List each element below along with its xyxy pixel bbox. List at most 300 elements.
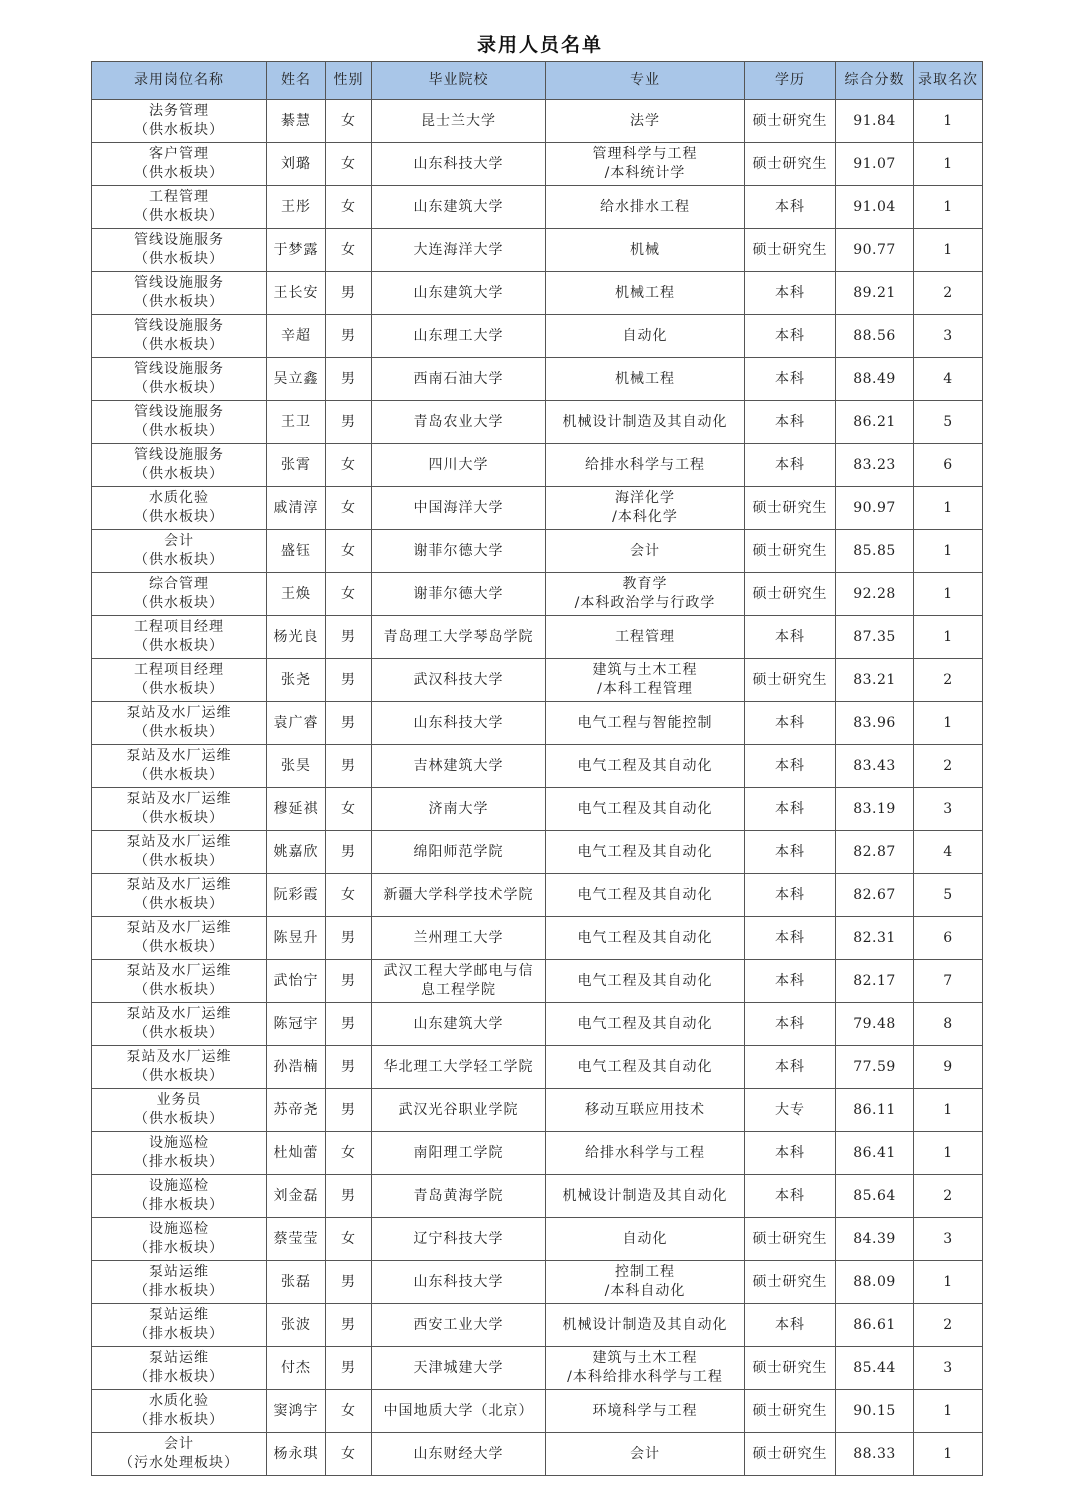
cell-post xyxy=(92,1218,267,1261)
cell-degree xyxy=(745,315,836,358)
cell-rank-rank: 4 xyxy=(943,843,953,860)
cell-name xyxy=(267,788,326,831)
cell-gender xyxy=(326,831,372,874)
cell-school-school: 绵阳师范学院 xyxy=(413,843,504,860)
cell-score-score: 88.56 xyxy=(853,327,896,344)
cell-rank xyxy=(914,1218,983,1261)
cell-post-post: 工程项目经理 xyxy=(134,662,224,678)
cell-degree-degree: 硕士研究生 xyxy=(752,542,828,559)
table-row xyxy=(92,358,983,401)
cell-degree xyxy=(745,530,836,573)
cell-degree-degree: 大专 xyxy=(775,1101,805,1118)
cell-school-school: 青岛黄海学院 xyxy=(413,1187,504,1204)
cell-name xyxy=(267,1089,326,1132)
table-row xyxy=(92,573,983,616)
cell-rank xyxy=(914,530,983,573)
cell-major xyxy=(546,401,745,444)
cell-post-unit: （污水处理板块） xyxy=(119,1455,239,1471)
cell-major-major: 机械设计制造及其自动化 xyxy=(562,1316,728,1333)
cell-gender xyxy=(326,487,372,530)
cell-degree-degree: 硕士研究生 xyxy=(752,1230,828,1247)
cell-school-school: 谢菲尔德大学 xyxy=(413,542,504,559)
cell-degree-degree: 本科 xyxy=(775,1015,805,1032)
cell-rank xyxy=(914,143,983,186)
cell-score xyxy=(836,831,914,874)
cell-gender-gender: 男 xyxy=(341,1316,356,1333)
cell-post xyxy=(92,186,267,229)
cell-post-post: 工程管理 xyxy=(149,189,209,205)
cell-gender xyxy=(326,1132,372,1175)
cell-rank-rank: 1 xyxy=(943,585,953,602)
cell-major xyxy=(546,530,745,573)
cell-score xyxy=(836,1046,914,1089)
cell-post xyxy=(92,1261,267,1304)
cell-name xyxy=(267,745,326,788)
cell-school-school: 天津城建大学 xyxy=(413,1359,504,1376)
cell-post-post: 会计 xyxy=(164,1436,194,1452)
cell-name-name: 綦慧 xyxy=(281,112,311,129)
cell-gender-gender: 男 xyxy=(341,1015,356,1032)
cell-name xyxy=(267,1390,326,1433)
cell-post xyxy=(92,530,267,573)
cell-school-school: 华北理工大学轻工学院 xyxy=(383,1058,534,1075)
cell-post-post: 泵站及水厂运维 xyxy=(126,877,232,893)
cell-post-post: 泵站及水厂运维 xyxy=(126,834,232,850)
cell-school xyxy=(372,1089,546,1132)
cell-rank xyxy=(914,487,983,530)
cell-rank-rank: 3 xyxy=(943,800,953,817)
cell-post-post: 业务员 xyxy=(156,1092,202,1108)
cell-post-unit: （排水板块） xyxy=(134,1283,224,1299)
cell-post-unit: （供水板块） xyxy=(134,380,224,396)
cell-degree xyxy=(745,186,836,229)
cell-score xyxy=(836,917,914,960)
cell-major-major: 管理科学与工程 xyxy=(592,146,698,162)
cell-rank-rank: 6 xyxy=(943,929,953,946)
cell-gender xyxy=(326,1003,372,1046)
cell-name-name: 付杰 xyxy=(281,1359,311,1376)
cell-rank-rank: 2 xyxy=(943,1187,953,1204)
cell-rank xyxy=(914,100,983,143)
cell-degree xyxy=(745,1433,836,1476)
cell-major xyxy=(546,1046,745,1089)
cell-score xyxy=(836,616,914,659)
cell-name xyxy=(267,186,326,229)
cell-post xyxy=(92,702,267,745)
cell-score xyxy=(836,702,914,745)
cell-rank-rank: 7 xyxy=(943,972,953,989)
table-row xyxy=(92,444,983,487)
cell-major xyxy=(546,1132,745,1175)
table-row xyxy=(92,1089,983,1132)
cell-degree-degree: 硕士研究生 xyxy=(752,585,828,602)
cell-post-unit: （供水板块） xyxy=(134,638,224,654)
cell-post-unit: （供水板块） xyxy=(134,208,224,224)
cell-major xyxy=(546,1175,745,1218)
cell-school-school: 山东理工大学 xyxy=(413,327,504,344)
page-title: 录用人员名单 xyxy=(476,34,603,56)
cell-gender xyxy=(326,1347,372,1390)
cell-degree-degree: 本科 xyxy=(775,1187,805,1204)
cell-gender xyxy=(326,1046,372,1089)
cell-gender-gender: 女 xyxy=(341,800,356,817)
cell-post xyxy=(92,358,267,401)
cell-post-unit: （供水板块） xyxy=(134,982,224,998)
cell-school xyxy=(372,530,546,573)
cell-major-major: 电气工程及其自动化 xyxy=(577,843,713,860)
cell-score-score: 85.44 xyxy=(853,1359,896,1376)
cell-degree-degree: 硕士研究生 xyxy=(752,241,828,258)
cell-post xyxy=(92,1390,267,1433)
column-header-degree: 学历 xyxy=(745,62,836,100)
cell-major xyxy=(546,272,745,315)
cell-name-name: 张昊 xyxy=(281,757,311,774)
cell-name xyxy=(267,100,326,143)
cell-school-school: 西南石油大学 xyxy=(413,370,504,387)
cell-gender xyxy=(326,745,372,788)
cell-major xyxy=(546,831,745,874)
cell-name xyxy=(267,272,326,315)
cell-major-major: 环境科学与工程 xyxy=(592,1402,698,1419)
table-row xyxy=(92,1218,983,1261)
cell-post-post: 泵站及水厂运维 xyxy=(126,705,232,721)
cell-school-school: 青岛农业大学 xyxy=(413,413,504,430)
cell-name xyxy=(267,1218,326,1261)
cell-post-unit: （供水板块） xyxy=(134,767,224,783)
cell-degree xyxy=(745,272,836,315)
column-header-major: 专业 xyxy=(546,62,745,100)
cell-post-unit: （供水板块） xyxy=(134,810,224,826)
cell-rank xyxy=(914,1046,983,1089)
cell-rank xyxy=(914,745,983,788)
cell-school xyxy=(372,272,546,315)
cell-major-major2: /本科工程管理 xyxy=(597,681,693,697)
cell-gender xyxy=(326,917,372,960)
cell-degree-degree: 本科 xyxy=(775,413,805,430)
cell-major xyxy=(546,143,745,186)
cell-name xyxy=(267,960,326,1003)
cell-score-score: 90.15 xyxy=(853,1402,896,1419)
table-row xyxy=(92,315,983,358)
cell-score xyxy=(836,874,914,917)
cell-name-name: 窦鸿宇 xyxy=(273,1402,319,1419)
cell-score xyxy=(836,444,914,487)
cell-rank xyxy=(914,1132,983,1175)
cell-name xyxy=(267,1433,326,1476)
cell-score xyxy=(836,960,914,1003)
cell-major-major2: /本科化学 xyxy=(612,509,678,525)
cell-post-post: 管线设施服务 xyxy=(134,361,224,377)
cell-major-major: 机械工程 xyxy=(615,370,675,387)
cell-school xyxy=(372,1390,546,1433)
cell-name-name: 辛超 xyxy=(281,327,311,344)
cell-gender-gender: 男 xyxy=(341,327,356,344)
cell-post-post: 泵站及水厂运维 xyxy=(126,963,232,979)
cell-name xyxy=(267,444,326,487)
cell-major-major: 电气工程及其自动化 xyxy=(577,886,713,903)
cell-post-unit: （供水板块） xyxy=(134,595,224,611)
cell-gender xyxy=(326,616,372,659)
table-row xyxy=(92,1433,983,1476)
cell-score xyxy=(836,1218,914,1261)
cell-score xyxy=(836,1433,914,1476)
cell-score xyxy=(836,143,914,186)
cell-major xyxy=(546,229,745,272)
cell-school-school: 山东财经大学 xyxy=(413,1445,504,1462)
cell-gender xyxy=(326,401,372,444)
table-row xyxy=(92,401,983,444)
cell-score xyxy=(836,272,914,315)
cell-gender xyxy=(326,1175,372,1218)
cell-rank xyxy=(914,960,983,1003)
cell-gender xyxy=(326,530,372,573)
cell-gender xyxy=(326,143,372,186)
cell-score-score: 88.49 xyxy=(853,370,896,387)
cell-gender xyxy=(326,444,372,487)
cell-post-post: 水质化验 xyxy=(149,490,209,506)
cell-rank xyxy=(914,444,983,487)
cell-degree xyxy=(745,1304,836,1347)
cell-school xyxy=(372,917,546,960)
cell-gender-gender: 女 xyxy=(341,155,356,172)
cell-major-major: 自动化 xyxy=(622,1230,668,1247)
cell-score-score: 83.43 xyxy=(853,757,896,774)
cell-rank xyxy=(914,874,983,917)
cell-degree-degree: 本科 xyxy=(775,327,805,344)
cell-post-unit: （供水板块） xyxy=(134,337,224,353)
cell-gender-gender: 男 xyxy=(341,628,356,645)
cell-rank-rank: 2 xyxy=(943,671,953,688)
cell-school-school: 昆士兰大学 xyxy=(421,112,496,129)
cell-degree-degree: 本科 xyxy=(775,1144,805,1161)
cell-post xyxy=(92,745,267,788)
cell-major xyxy=(546,1261,745,1304)
cell-major-major: 海洋化学 xyxy=(615,490,675,506)
cell-name-name: 蔡莹莹 xyxy=(273,1230,319,1247)
cell-degree xyxy=(745,100,836,143)
cell-gender-gender: 男 xyxy=(341,929,356,946)
table-row xyxy=(92,960,983,1003)
cell-degree xyxy=(745,659,836,702)
cell-rank xyxy=(914,1089,983,1132)
cell-rank xyxy=(914,315,983,358)
cell-school xyxy=(372,702,546,745)
cell-school-school2: 息工程学院 xyxy=(421,982,496,998)
cell-degree-degree: 本科 xyxy=(775,198,805,215)
table-row xyxy=(92,1390,983,1433)
cell-gender-gender: 男 xyxy=(341,370,356,387)
table-row xyxy=(92,1304,983,1347)
cell-school xyxy=(372,444,546,487)
cell-gender xyxy=(326,659,372,702)
cell-score xyxy=(836,186,914,229)
table-row xyxy=(92,874,983,917)
cell-school-school: 新疆大学科学技术学院 xyxy=(383,886,534,903)
cell-gender-gender: 男 xyxy=(341,671,356,688)
cell-name-name: 陈昱升 xyxy=(273,929,319,946)
cell-degree-degree: 本科 xyxy=(775,456,805,473)
cell-major-major: 机械设计制造及其自动化 xyxy=(562,413,728,430)
cell-name-name: 姚嘉欣 xyxy=(273,843,319,860)
cell-school-school: 武汉工程大学邮电与信 xyxy=(383,963,534,979)
cell-rank xyxy=(914,1261,983,1304)
cell-rank-rank: 1 xyxy=(943,112,953,129)
cell-post-unit: （排水板块） xyxy=(134,1154,224,1170)
cell-gender xyxy=(326,272,372,315)
cell-rank xyxy=(914,401,983,444)
cell-score-score: 88.33 xyxy=(853,1445,896,1462)
cell-gender-gender: 女 xyxy=(341,241,356,258)
cell-post xyxy=(92,917,267,960)
cell-name-name: 盛钰 xyxy=(281,542,311,559)
cell-degree-degree: 硕士研究生 xyxy=(752,112,828,129)
cell-major xyxy=(546,315,745,358)
cell-post-post: 泵站运维 xyxy=(149,1350,209,1366)
cell-rank-rank: 1 xyxy=(943,1144,953,1161)
cell-major xyxy=(546,960,745,1003)
table-row xyxy=(92,272,983,315)
cell-name-name: 武怡宁 xyxy=(273,972,319,989)
cell-rank xyxy=(914,917,983,960)
table-row xyxy=(92,702,983,745)
cell-name xyxy=(267,315,326,358)
cell-degree xyxy=(745,573,836,616)
cell-name xyxy=(267,487,326,530)
cell-degree-degree: 本科 xyxy=(775,284,805,301)
column-header-gender: 性别 xyxy=(326,62,372,100)
cell-post xyxy=(92,229,267,272)
cell-major xyxy=(546,1390,745,1433)
cell-name-name: 杨永琪 xyxy=(273,1445,319,1462)
cell-gender-gender: 女 xyxy=(341,585,356,602)
cell-name-name: 王彤 xyxy=(281,198,311,215)
cell-degree-degree: 本科 xyxy=(775,757,805,774)
cell-gender-gender: 女 xyxy=(341,198,356,215)
cell-post-post: 泵站及水厂运维 xyxy=(126,920,232,936)
cell-school xyxy=(372,1132,546,1175)
cell-major-major: 电气工程及其自动化 xyxy=(577,757,713,774)
cell-degree-degree: 本科 xyxy=(775,714,805,731)
cell-score-score: 89.21 xyxy=(853,284,896,301)
cell-school-school: 四川大学 xyxy=(428,456,489,473)
cell-school-school: 辽宁科技大学 xyxy=(413,1230,504,1247)
cell-post xyxy=(92,401,267,444)
cell-major xyxy=(546,1347,745,1390)
cell-post-unit: （供水板块） xyxy=(134,552,224,568)
cell-degree xyxy=(745,143,836,186)
cell-post xyxy=(92,444,267,487)
cell-rank xyxy=(914,1433,983,1476)
cell-major xyxy=(546,1304,745,1347)
cell-school xyxy=(372,831,546,874)
cell-major-major: 移动互联应用技术 xyxy=(585,1101,705,1118)
cell-gender-gender: 女 xyxy=(341,1445,356,1462)
cell-post-unit: （供水板块） xyxy=(134,165,224,181)
cell-rank-rank: 1 xyxy=(943,155,953,172)
cell-post xyxy=(92,1089,267,1132)
cell-name xyxy=(267,1347,326,1390)
cell-degree xyxy=(745,401,836,444)
table-row xyxy=(92,1003,983,1046)
cell-name-name: 杨光良 xyxy=(273,628,319,645)
cell-degree xyxy=(745,1218,836,1261)
cell-gender xyxy=(326,1261,372,1304)
cell-score-score: 91.04 xyxy=(853,198,896,215)
cell-name-name: 王焕 xyxy=(281,585,311,602)
cell-major-major: 机械工程 xyxy=(615,284,675,301)
cell-gender xyxy=(326,702,372,745)
cell-school xyxy=(372,788,546,831)
cell-name xyxy=(267,1132,326,1175)
cell-score xyxy=(836,1089,914,1132)
cell-degree-degree: 本科 xyxy=(775,843,805,860)
cell-gender xyxy=(326,315,372,358)
cell-school-school: 济南大学 xyxy=(428,800,489,817)
cell-post-unit: （供水板块） xyxy=(134,853,224,869)
cell-major xyxy=(546,917,745,960)
cell-name-name: 张霄 xyxy=(281,456,311,473)
cell-score-score: 88.09 xyxy=(853,1273,896,1290)
cell-score-score: 86.61 xyxy=(853,1316,896,1333)
cell-school xyxy=(372,487,546,530)
cell-name-name: 张磊 xyxy=(281,1273,311,1290)
cell-degree xyxy=(745,1046,836,1089)
cell-post xyxy=(92,616,267,659)
cell-gender-gender: 女 xyxy=(341,886,356,903)
cell-post-post: 会计 xyxy=(164,533,194,549)
cell-rank-rank: 2 xyxy=(943,1316,953,1333)
cell-post-unit: （排水板块） xyxy=(134,1240,224,1256)
cell-post-post: 泵站及水厂运维 xyxy=(126,791,232,807)
cell-post-unit: （供水板块） xyxy=(134,294,224,310)
column-header-score: 综合分数 xyxy=(836,62,914,100)
cell-school-school: 山东科技大学 xyxy=(413,1273,504,1290)
cell-post-unit: （供水板块） xyxy=(134,466,224,482)
cell-gender-gender: 女 xyxy=(341,542,356,559)
cell-rank-rank: 5 xyxy=(943,413,953,430)
cell-name-name: 戚清淳 xyxy=(273,499,319,516)
cell-post-post: 管线设施服务 xyxy=(134,404,224,420)
cell-post-unit: （排水板块） xyxy=(134,1369,224,1385)
cell-post-post: 泵站及水厂运维 xyxy=(126,1049,232,1065)
cell-major-major2: /本科政治学与行政学 xyxy=(574,595,716,611)
cell-gender xyxy=(326,100,372,143)
cell-major-major: 电气工程及其自动化 xyxy=(577,800,713,817)
cell-school-school: 吉林建筑大学 xyxy=(413,757,504,774)
cell-school xyxy=(372,186,546,229)
cell-school xyxy=(372,100,546,143)
cell-score xyxy=(836,1261,914,1304)
cell-gender-gender: 女 xyxy=(341,1402,356,1419)
cell-post xyxy=(92,788,267,831)
cell-major-major: 法学 xyxy=(630,112,660,129)
cell-school-school: 中国海洋大学 xyxy=(413,499,504,516)
table-row xyxy=(92,616,983,659)
cell-name-name: 袁广睿 xyxy=(273,714,319,731)
cell-rank-rank: 2 xyxy=(943,284,953,301)
cell-post-unit: （排水板块） xyxy=(134,1412,224,1428)
cell-post-post: 管线设施服务 xyxy=(134,318,224,334)
cell-major xyxy=(546,1089,745,1132)
column-header-school: 毕业院校 xyxy=(372,62,546,100)
cell-school-school: 山东科技大学 xyxy=(413,155,504,172)
cell-degree xyxy=(745,1347,836,1390)
cell-major xyxy=(546,487,745,530)
cell-gender xyxy=(326,358,372,401)
cell-rank xyxy=(914,358,983,401)
cell-rank-rank: 2 xyxy=(943,757,953,774)
table-row xyxy=(92,487,983,530)
